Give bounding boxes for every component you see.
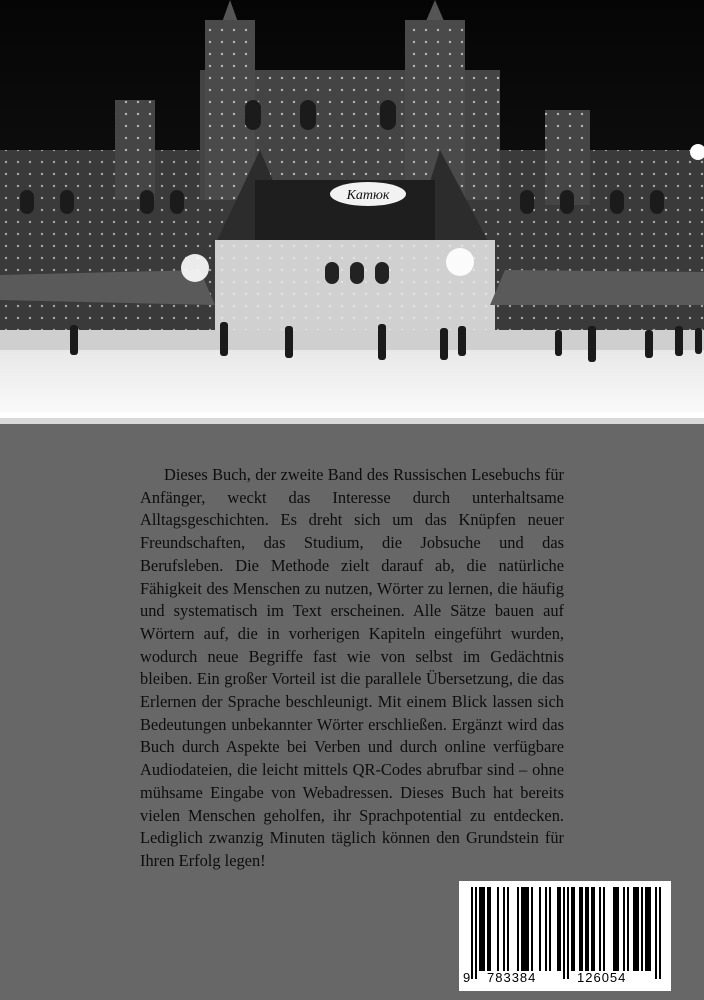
barcode-bar bbox=[497, 887, 499, 971]
barcode-bar bbox=[487, 887, 489, 971]
barcode-bar bbox=[649, 887, 651, 971]
barcode-bar bbox=[471, 887, 473, 979]
barcode-bar bbox=[573, 887, 575, 971]
barcode-bar bbox=[479, 887, 481, 971]
barcode-bar bbox=[571, 887, 573, 971]
barcode-bar bbox=[579, 887, 581, 971]
barcode-bar bbox=[483, 887, 485, 971]
barcode-bar bbox=[567, 887, 569, 979]
barcode-bar bbox=[593, 887, 595, 971]
barcode-bar bbox=[645, 887, 647, 971]
barcode-prefix-digit: 9 bbox=[463, 970, 472, 985]
building-illustration bbox=[0, 0, 704, 418]
barcode-bar bbox=[557, 887, 559, 971]
barcode-bar bbox=[563, 887, 565, 979]
sign-text: Катюк bbox=[346, 188, 390, 203]
barcode-bar bbox=[539, 887, 541, 971]
barcode-bar bbox=[655, 887, 657, 979]
barcode-bar bbox=[527, 887, 529, 971]
barcode-bar bbox=[615, 887, 617, 971]
barcode-bar bbox=[585, 887, 587, 971]
barcode-bar bbox=[517, 887, 519, 971]
barcode-bar bbox=[647, 887, 649, 971]
barcode-bar bbox=[489, 887, 491, 971]
barcode-bar bbox=[545, 887, 547, 971]
barcode-bar bbox=[503, 887, 505, 971]
barcode-bar bbox=[507, 887, 509, 971]
barcode-bar bbox=[613, 887, 615, 971]
barcode-bar bbox=[475, 887, 477, 979]
barcode-bar bbox=[523, 887, 525, 971]
barcode-bar bbox=[599, 887, 601, 971]
barcode-bar bbox=[659, 887, 661, 979]
barcode-right-group: 126054 bbox=[577, 970, 627, 985]
barcode-bar bbox=[581, 887, 583, 971]
barcode-bar bbox=[627, 887, 629, 971]
barcode-bar bbox=[587, 887, 589, 971]
barcode-bar bbox=[531, 887, 533, 971]
barcode-bar bbox=[521, 887, 523, 971]
description-text: Dieses Buch, der zweite Band des Russischen Lesebuchs für Anfänger, weckt das Interesse durch unterhaltsame Alltagsgeschichten. Es dreht sich um das Knüpfen neuer Freundschaften, das Studium, die Jobsuche und das Berufsleben. Die Methode zielt darauf ab, die natürliche Fähigkeit des Menschen zu nutzen, Wörter zu lernen, die häufig und systematisch im Text erscheinen. Alle Sätze bauen auf Wörtern auf, die in vorherigen Kapiteln eingeführt wurden, wodurch neue Begriffe fast wie von selbst im Gedächtnis bleiben. Ein großer Vorteil ist die parallele Übersetzung, die das Erlernen der Sprache beschleunigt. Mit einem Blick lassen sich Bedeutungen unbekannter Wörter erschließen. Ergänzt wird das Buch durch Aspekte bei Verben und durch online verfügbare Audiodateien, die leicht mittels QR-Codes abrufbar sind – ohne mühsame Eingabe von Webadressen. Dieses Buch hat bereits vielen Menschen geholfen, ihr Sprachpotential zu entdecken. Lediglich zwanzig Minuten täglich können den Grundstein für Ihren Erfolg legen! bbox=[140, 465, 564, 870]
barcode-bar bbox=[633, 887, 635, 971]
barcode-bar bbox=[617, 887, 619, 971]
isbn-barcode bbox=[459, 881, 671, 991]
barcode-bar bbox=[635, 887, 637, 971]
book-description bbox=[140, 464, 564, 873]
barcode-bar bbox=[559, 887, 561, 971]
barcode-bar bbox=[525, 887, 527, 971]
barcode-bar bbox=[637, 887, 639, 971]
barcode-bar bbox=[591, 887, 593, 971]
barcode-bar bbox=[603, 887, 605, 971]
barcode-bar bbox=[481, 887, 483, 971]
barcode-left-group: 783384 bbox=[487, 970, 537, 985]
barcode-bar bbox=[623, 887, 625, 971]
barcode-bar bbox=[641, 887, 643, 971]
cover-photo bbox=[0, 0, 704, 418]
barcode-bar bbox=[549, 887, 551, 971]
